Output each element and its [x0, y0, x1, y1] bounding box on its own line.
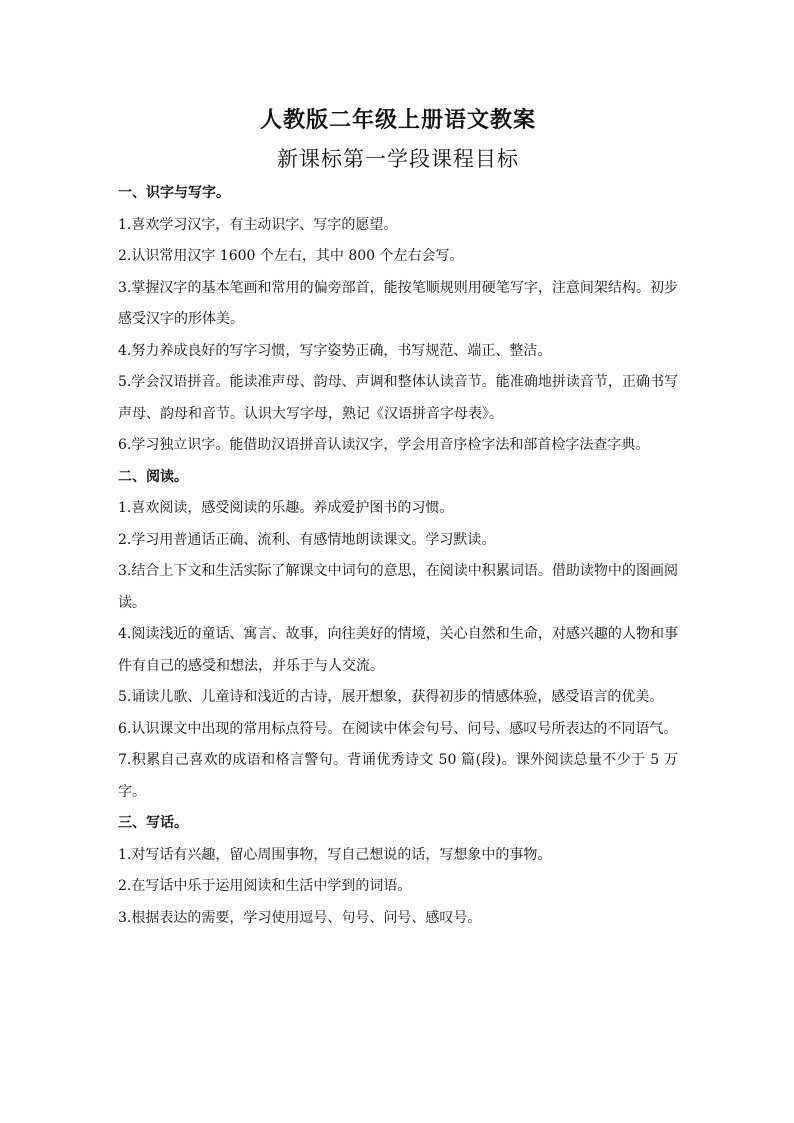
list-item: 5.学会汉语拼音。能读准声母、韵母、声调和整体认读音节。能准确地拼读音节，正确书写声母、韵母和音节。认识大写字母，熟记《汉语拼音字母表》。	[118, 374, 678, 422]
list-item: 4.努力养成良好的写字习惯，写字姿势正确，书写规范、端正、整洁。	[118, 342, 552, 359]
list-item: 3.掌握汉字的基本笔画和常用的偏旁部首，能按笔顺规则用硬笔写字，注意间架结构。初步感受汉字的形体美。	[118, 279, 678, 327]
section-heading: 二、阅读。	[118, 468, 188, 485]
section-reading	[118, 462, 678, 809]
list-item: 4.阅读浅近的童话、寓言、故事，向往美好的情境，关心自然和生命，对感兴趣的人物和事件有自己的感受和想法，并乐于与人交流。	[118, 626, 678, 674]
list-item: 7.积累自己喜欢的成语和格言警句。背诵优秀诗文 50 篇(段)。课外阅读总量不少于 5 万字。	[118, 752, 678, 800]
document-title: 人教版二年级上册语文教案	[259, 107, 536, 133]
list-item: 2.在写话中乐于运用阅读和生活中学到的词语。	[118, 878, 412, 894]
list-item: 5.诵读儿歌、儿童诗和浅近的古诗，展开想象，获得初步的情感体验，感受语言的优美。	[118, 689, 664, 705]
list-item: 1.喜欢阅读，感受阅读的乐趣。养成爱护图书的习惯。	[118, 500, 454, 516]
list-item: 6.认识课文中出现的常用标点符号。在阅读中体会句号、问号、感叹号所表达的不同语气。	[118, 720, 678, 737]
document-subtitle: 新课标第一学段课程目标	[277, 147, 519, 171]
list-item: 6.学习独立识字。能借助汉语拼音认读汉字，学会用音序检字法和部首检字法查字典。	[118, 437, 650, 453]
section-heading: 一、识字与写字。	[118, 185, 230, 201]
list-item: 2.认识常用汉字 1600 个左右，其中 800 个左右会写。	[118, 248, 464, 264]
list-item: 2.学习用普通话正确、流利、有感情地朗读课文。学习默读。	[118, 531, 496, 548]
list-item: 1.喜欢学习汉字，有主动识字、写字的愿望。	[118, 216, 398, 233]
section-heading: 三、写话。	[118, 815, 188, 831]
list-item: 1.对写话有兴趣，留心周围事物，写自己想说的话，写想象中的事物。	[118, 846, 552, 863]
section-writing	[118, 808, 678, 934]
document-content	[118, 100, 678, 934]
list-item: 3.结合上下文和生活实际了解课文中词句的意思，在阅读中积累词语。借助读物中的图画阅读。	[118, 563, 678, 611]
section-literacy	[118, 178, 678, 462]
list-item: 3.根据表达的需要，学习使用逗号、句号、问号、感叹号。	[118, 909, 482, 926]
